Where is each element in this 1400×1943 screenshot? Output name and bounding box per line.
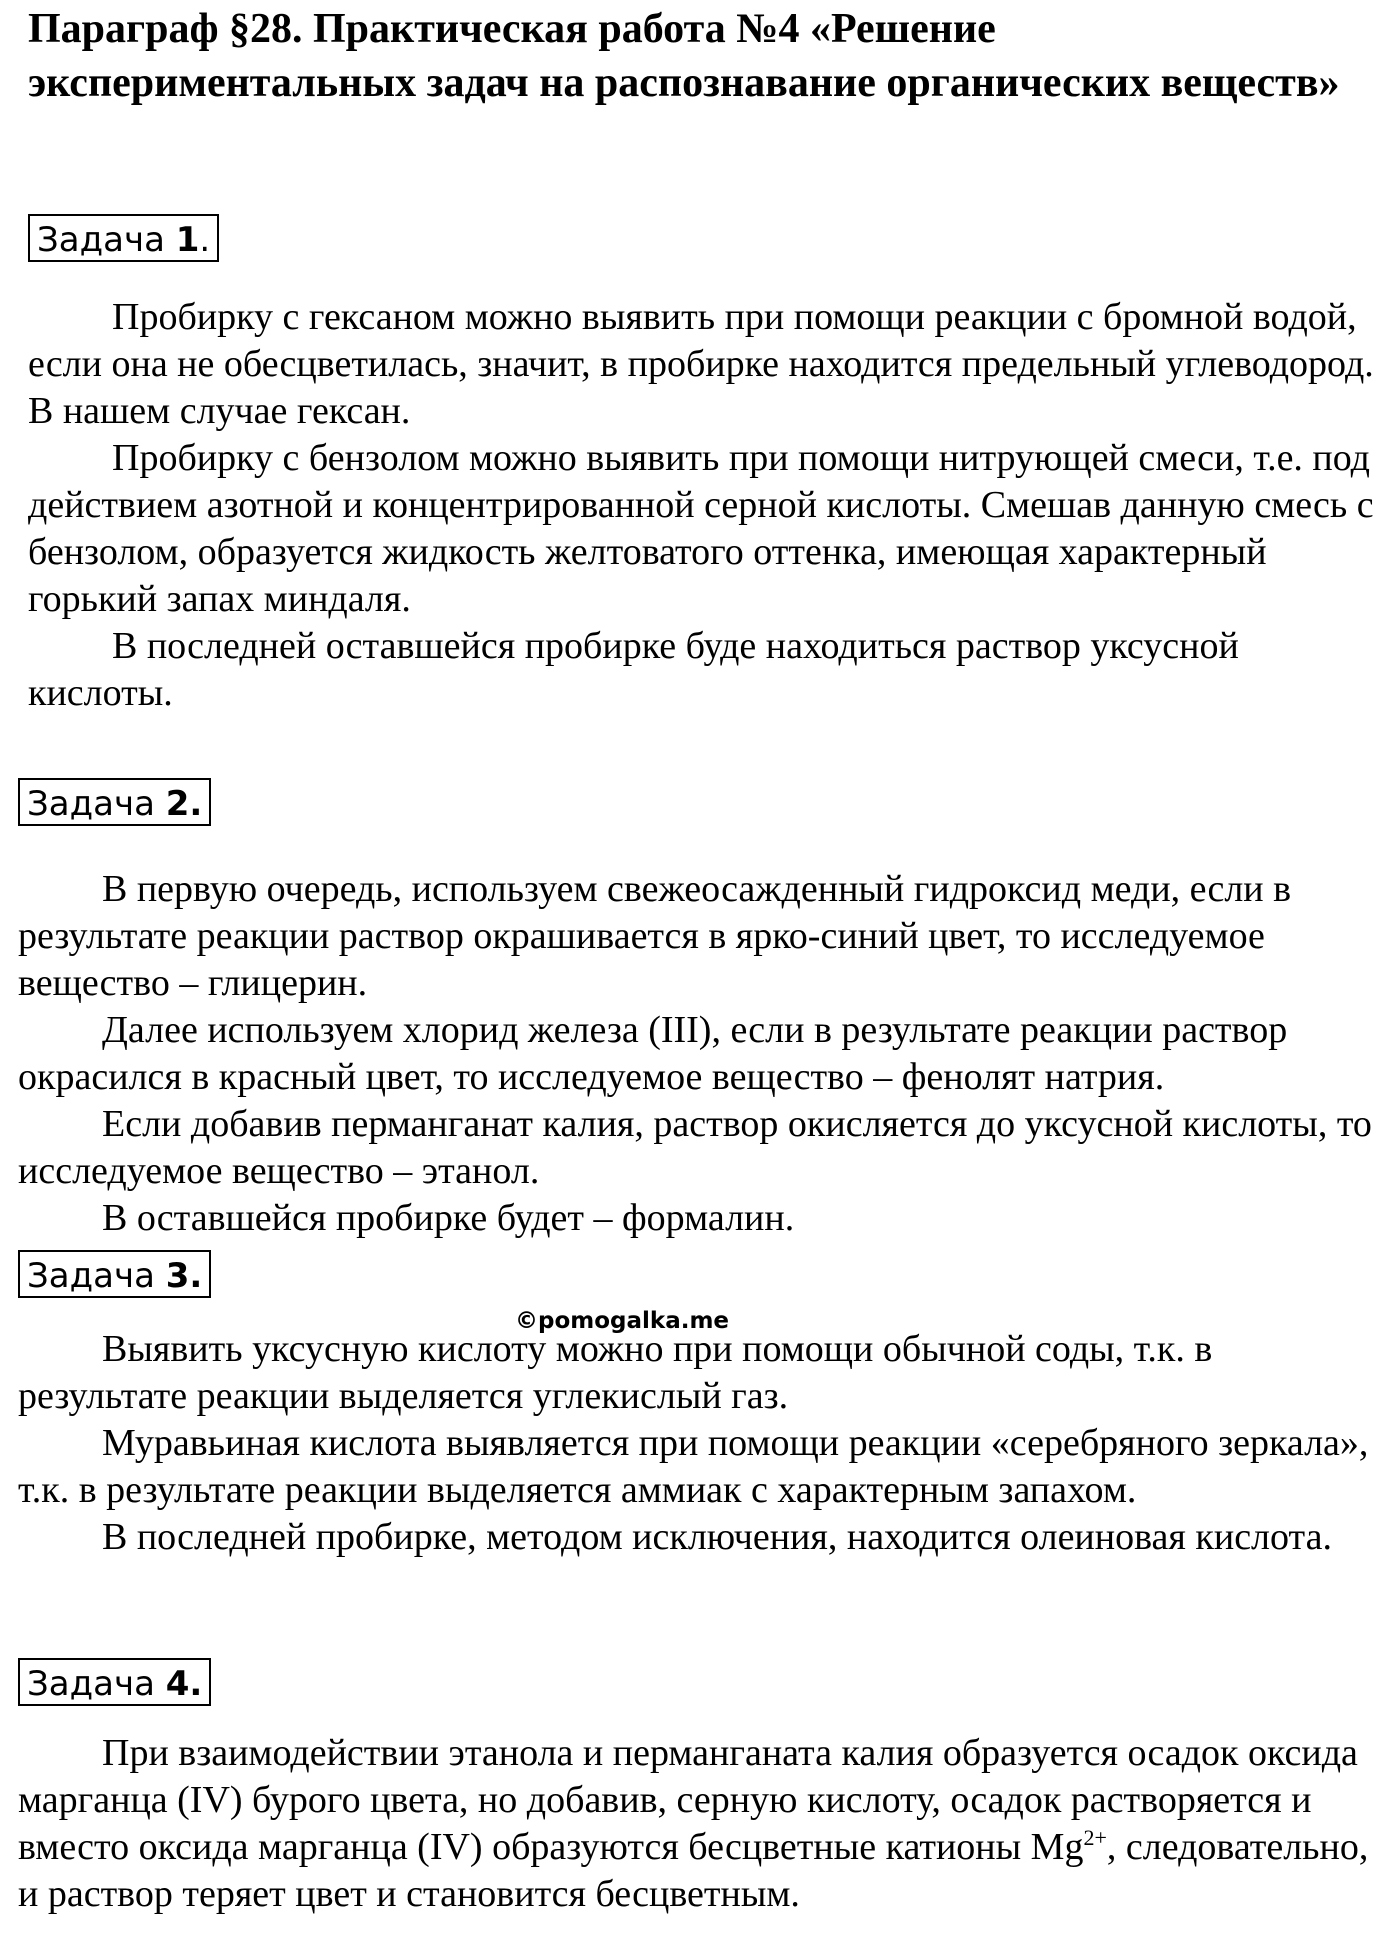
- task-3-label: [18, 1250, 211, 1298]
- task-1-label: [28, 214, 219, 262]
- paragraph-text: , следовательно, и раствор теряет цвет и становится бесцветным.: [18, 1826, 1369, 1915]
- task-3-body: [18, 1326, 1390, 1561]
- task-label-dot: .: [199, 220, 211, 260]
- task-label-word: Задача: [27, 784, 155, 824]
- paragraph-text: При взаимодействии этанола и перманганата калия образуется осадок оксида марганца (IV) бурого цвета, но добавив, серную кислоту, осадок растворяется и вместо оксида марганца (IV) образуются бесцветные катионы Mg: [18, 1732, 1358, 1868]
- watermark-text: ©pomogalka.me: [515, 1308, 730, 1334]
- task-3-paragraph: Выявить уксусную кислоту можно при помощи обычной соды, т.к. в результате реакции выделяется углекислый газ.: [18, 1328, 1213, 1417]
- task-4-body: [18, 1730, 1390, 1918]
- task-2-body: [18, 866, 1390, 1242]
- task-1-paragraph: Пробирку с бензолом можно выявить при помощи нитрующей смеси, т.е. под действием азотной и концентрированной серной кислоты. Смешав данную смесь с бензолом, образуется жидкость желтоватого оттенка, имеющая характерный горький запах миндаля.: [28, 437, 1374, 620]
- task-2-paragraph: В оставшейся пробирке будет – формалин.: [102, 1197, 795, 1239]
- superscript-charge: 2+: [1083, 1825, 1107, 1850]
- task-4-paragraph: [18, 1730, 1390, 1918]
- task-2-label: [18, 778, 211, 826]
- page-title: Параграф §28. Практическая работа №4 «Решение экспериментальных задач на распознавание органических веществ»: [28, 6, 1340, 106]
- task-1-paragraph: Пробирку с гексаном можно выявить при помощи реакции с бромной водой, если она не обесцветилась, значит, в пробирке находится предельный углеводород. В нашем случае гексан.: [28, 296, 1374, 432]
- task-label-number: 1: [175, 220, 200, 260]
- task-2-paragraph: В первую очередь, используем свежеосажденный гидроксид меди, если в результате реакции раствор окрашивается в ярко-синий цвет, то исследуемое вещество – глицерин.: [18, 868, 1292, 1004]
- task-3-paragraph: Муравьиная кислота выявляется при помощи реакции «серебряного зеркала», т.к. в результате реакции выделяется аммиак с характерным запахом.: [18, 1422, 1369, 1511]
- task-label-word: Задача: [27, 1256, 155, 1296]
- task-label-word: Задача: [27, 1664, 155, 1704]
- task-1-body: [28, 294, 1378, 717]
- task-label-number: 4.: [165, 1664, 203, 1704]
- task-label-number: 2.: [165, 784, 203, 824]
- task-2-paragraph: Если добавив перманганат калия, раствор окисляется до уксусной кислоты, то исследуемое вещество – этанол.: [18, 1103, 1372, 1192]
- task-label-number: 3.: [165, 1256, 203, 1296]
- task-3-paragraph: В последней пробирке, методом исключения, находится олеиновая кислота.: [102, 1516, 1332, 1558]
- task-label-word: Задача: [37, 220, 165, 260]
- task-1-paragraph: В последней оставшейся пробирке буде находиться раствор уксусной кислоты.: [28, 625, 1239, 714]
- task-2-paragraph: Далее используем хлорид железа (III), если в результате реакции раствор окрасился в красный цвет, то исследуемое вещество – фенолят натрия.: [18, 1009, 1288, 1098]
- task-4-label: [18, 1658, 211, 1706]
